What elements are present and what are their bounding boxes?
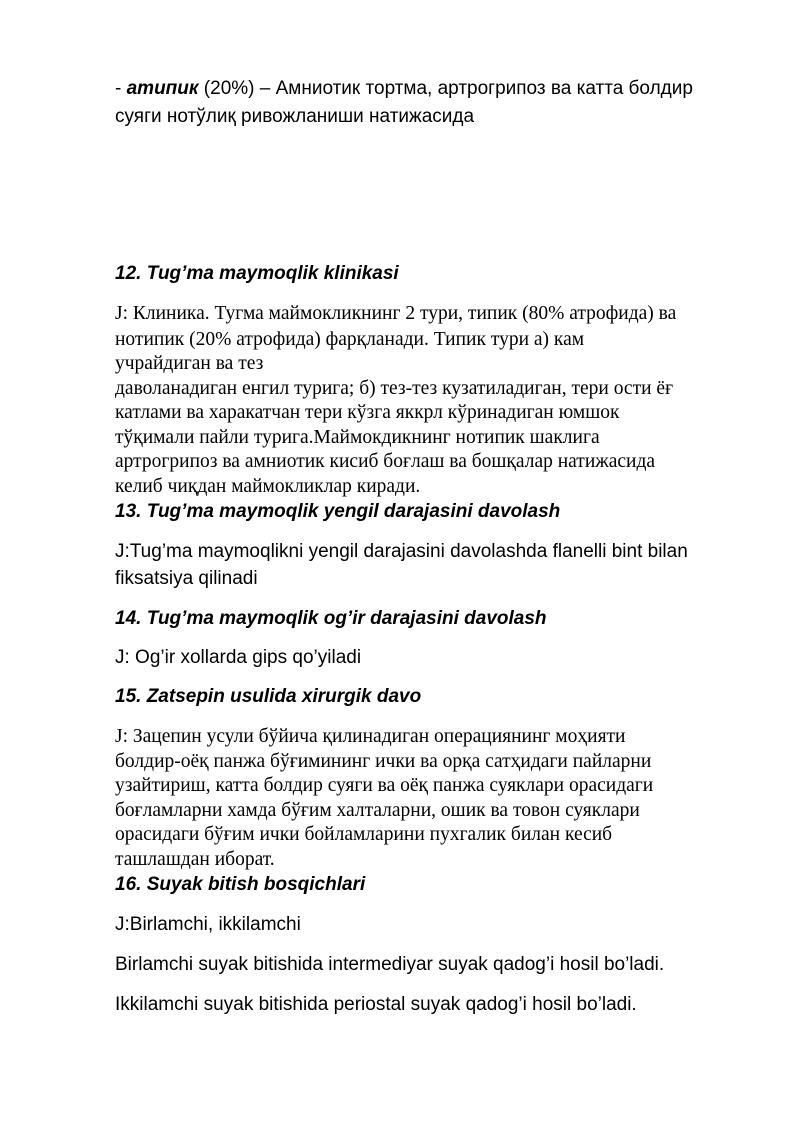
section-15-line-6: ташлашдан иборат.	[115, 849, 275, 870]
section-12-line-4: даволанадиган енгил турига; б) тез-тез кузатиладиган, тери ости ёғ	[115, 378, 674, 399]
section-12-line-1: J: Клиника. Тугма маймокликнинг 2 тури, типик (80% атрофида) ва	[115, 303, 677, 324]
intro-rest: (20%) – Амниотик тортма, артрогрипоз ва катта болдир	[198, 78, 693, 99]
section-15-line-4: боғламларни хамда бўғим халталарни, ошик ва товон суяклари	[115, 800, 640, 821]
section-15-line-1: J: Зацепин усули бўйича қилинадиган операциянинг моҳияти	[115, 726, 626, 747]
section-15-line-3: узайтириш, катта болдир суяги ва оёқ панжа суяклари орасидаги	[115, 775, 654, 796]
section-12-heading: 12. Tug’ma maymoqlik klinikasi	[115, 263, 399, 284]
section-13-line-1: J:Tug’ma maymoqlikni yengil darajasini davolashda flanelli bint bilan	[115, 541, 688, 562]
section-13-line-2: fiksatsiya qilinadi	[115, 568, 258, 589]
section-12-line-6: тўқимали пайли турига.Маймокдикнинг нотипик шаклига	[115, 427, 600, 448]
closing-paragraph-1: Birlamchi suyak bitishida intermediyar suyak qadog’i hosil bo’ladi.	[115, 954, 665, 975]
intro-term: атипик	[126, 78, 199, 99]
section-14-line-1: J: Og’ir xollarda gips qo’yiladi	[115, 647, 362, 668]
section-13-heading: 13. Tug’ma maymoqlik yengil darajasini davolash	[115, 501, 561, 522]
section-12-line-2: нотипик (20% атрофида) фарқланади. Типик тури а) кам	[115, 329, 585, 350]
intro-line-1	[115, 77, 693, 101]
section-12-line-5: катлами ва харакатчан тери кўзга яккрл кўринадиган юмшок	[115, 402, 620, 423]
intro-line-2: суяги нотўлиқ ривожланиши натижасида	[115, 106, 475, 127]
section-14-heading: 14. Tug’ma maymoqlik og’ir darajasini davolash	[115, 608, 547, 629]
section-12-line-3: учрайдиган ва тез	[115, 353, 264, 374]
section-15-line-5: орасидаги бўғим ички бойламларини пухгалик билан кесиб	[115, 824, 613, 845]
section-15-line-2: болдир-оёқ панжа бўғимининг ички ва орқа сатҳидаги пайларни	[115, 751, 652, 772]
closing-paragraph-2: Ikkilamchi suyak bitishida periostal suyak qadog’i hosil bo’ladi.	[115, 994, 637, 1015]
section-16-heading: 16. Suyak bitish bosqichlari	[115, 874, 366, 895]
section-16-line-1: J:Birlamchi, ikkilamchi	[115, 914, 301, 935]
section-12-line-7: артрогрипоз ва амниотик кисиб боғлаш ва бошқалар натижасида	[115, 451, 656, 472]
intro-prefix: -	[115, 78, 127, 99]
section-12-line-8: келиб чиқдан маймокликлар киради.	[115, 476, 421, 497]
section-15-heading: 15. Zatsepin usulida xirurgik davo	[115, 686, 422, 707]
